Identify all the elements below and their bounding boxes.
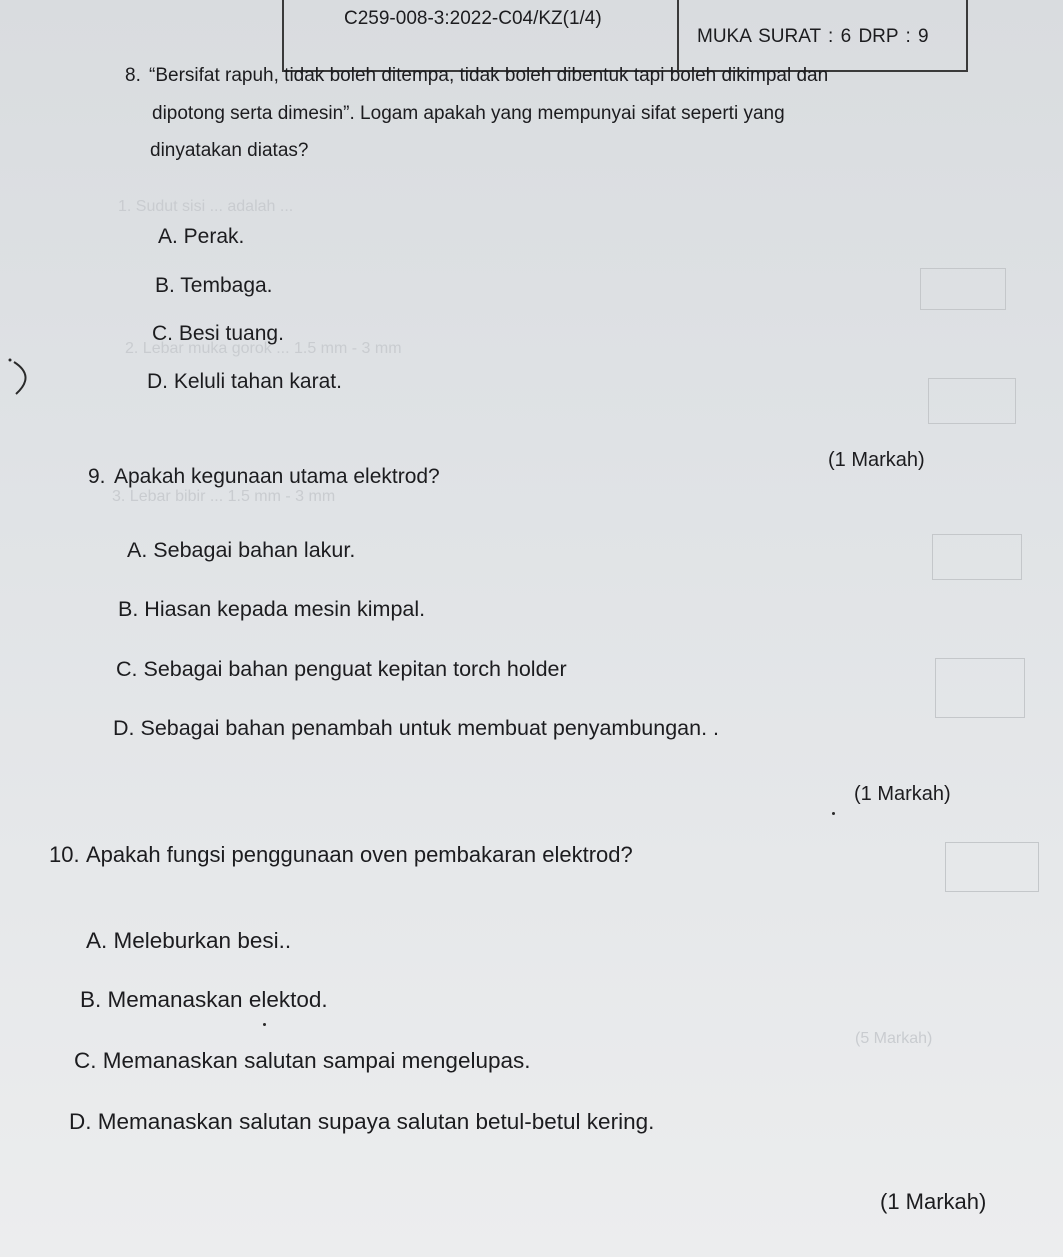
question-8-line: “Bersifat rapuh, tidak boleh ditempa, tidak boleh dibentuk tapi boleh dikimpal dan xyxy=(149,65,829,86)
question-9-option-d[interactable]: D. Sebagai bahan penambah untuk membuat penyambungan. . xyxy=(113,716,720,740)
answer-box xyxy=(928,378,1016,424)
question-8-option-d[interactable]: D. Keluli tahan karat. xyxy=(147,370,342,393)
answer-box xyxy=(920,268,1006,310)
bleed-through-marks: (5 Markah) xyxy=(855,1030,933,1047)
speck xyxy=(832,812,835,815)
question-9-option-a[interactable]: A. Sebagai bahan lakur. xyxy=(127,538,356,562)
question-8-option-c[interactable]: C. Besi tuang. xyxy=(152,322,284,345)
question-8-line: dipotong serta dimesin”. Logam apakah yang mempunyai sifat seperti yang xyxy=(152,103,785,124)
question-10-option-d[interactable]: D. Memanaskan salutan supaya salutan betul-betul kering. xyxy=(69,1109,655,1134)
question-8-option-a[interactable]: A. Perak. xyxy=(158,225,245,248)
question-9-number: 9. xyxy=(88,465,106,488)
question-10-option-c[interactable]: C. Memanaskan salutan sampai mengelupas. xyxy=(74,1048,531,1073)
answer-box xyxy=(945,842,1039,892)
question-10-option-b[interactable]: B. Memanaskan elektod. xyxy=(80,987,328,1012)
question-8-number: 8. xyxy=(125,65,141,86)
question-10-marks: (1 Markah) xyxy=(880,1189,987,1214)
paper-code: C259-008-3:2022-C04/KZ(1/4) xyxy=(284,0,679,70)
question-9-option-b[interactable]: B. Hiasan kepada mesin kimpal. xyxy=(118,597,426,621)
question-9-text: Apakah kegunaan utama elektrod? xyxy=(114,465,440,488)
question-9-marks: (1 Markah) xyxy=(854,783,951,805)
bleed-through-text: 3. Lebar bibir ... 1.5 mm - 3 mm xyxy=(112,488,336,505)
answer-box xyxy=(935,658,1025,718)
question-8-option-b[interactable]: B. Tembaga. xyxy=(155,274,273,297)
bleed-through-text: 1. Sudut sisi ... adalah ... xyxy=(118,198,294,215)
question-8-marks: (1 Markah) xyxy=(828,449,925,471)
question-10-text: Apakah fungsi penggunaan oven pembakaran elektrod? xyxy=(86,842,633,867)
question-9-option-c[interactable]: C. Sebagai bahan penguat kepitan torch holder xyxy=(116,657,567,681)
bracket-mark xyxy=(0,352,40,400)
question-10-option-a[interactable]: A. Meleburkan besi.. xyxy=(86,928,292,953)
question-10-number: 10. xyxy=(49,842,80,867)
question-8-line: dinyatakan diatas? xyxy=(150,140,309,161)
answer-box xyxy=(932,534,1022,580)
speck xyxy=(263,1023,266,1026)
page-info: MUKA SURAT : 6 DRP : 9 xyxy=(697,26,929,47)
bleed-through-text: 2. Lebar muka gorok ... 1.5 mm - 3 mm xyxy=(125,340,402,357)
